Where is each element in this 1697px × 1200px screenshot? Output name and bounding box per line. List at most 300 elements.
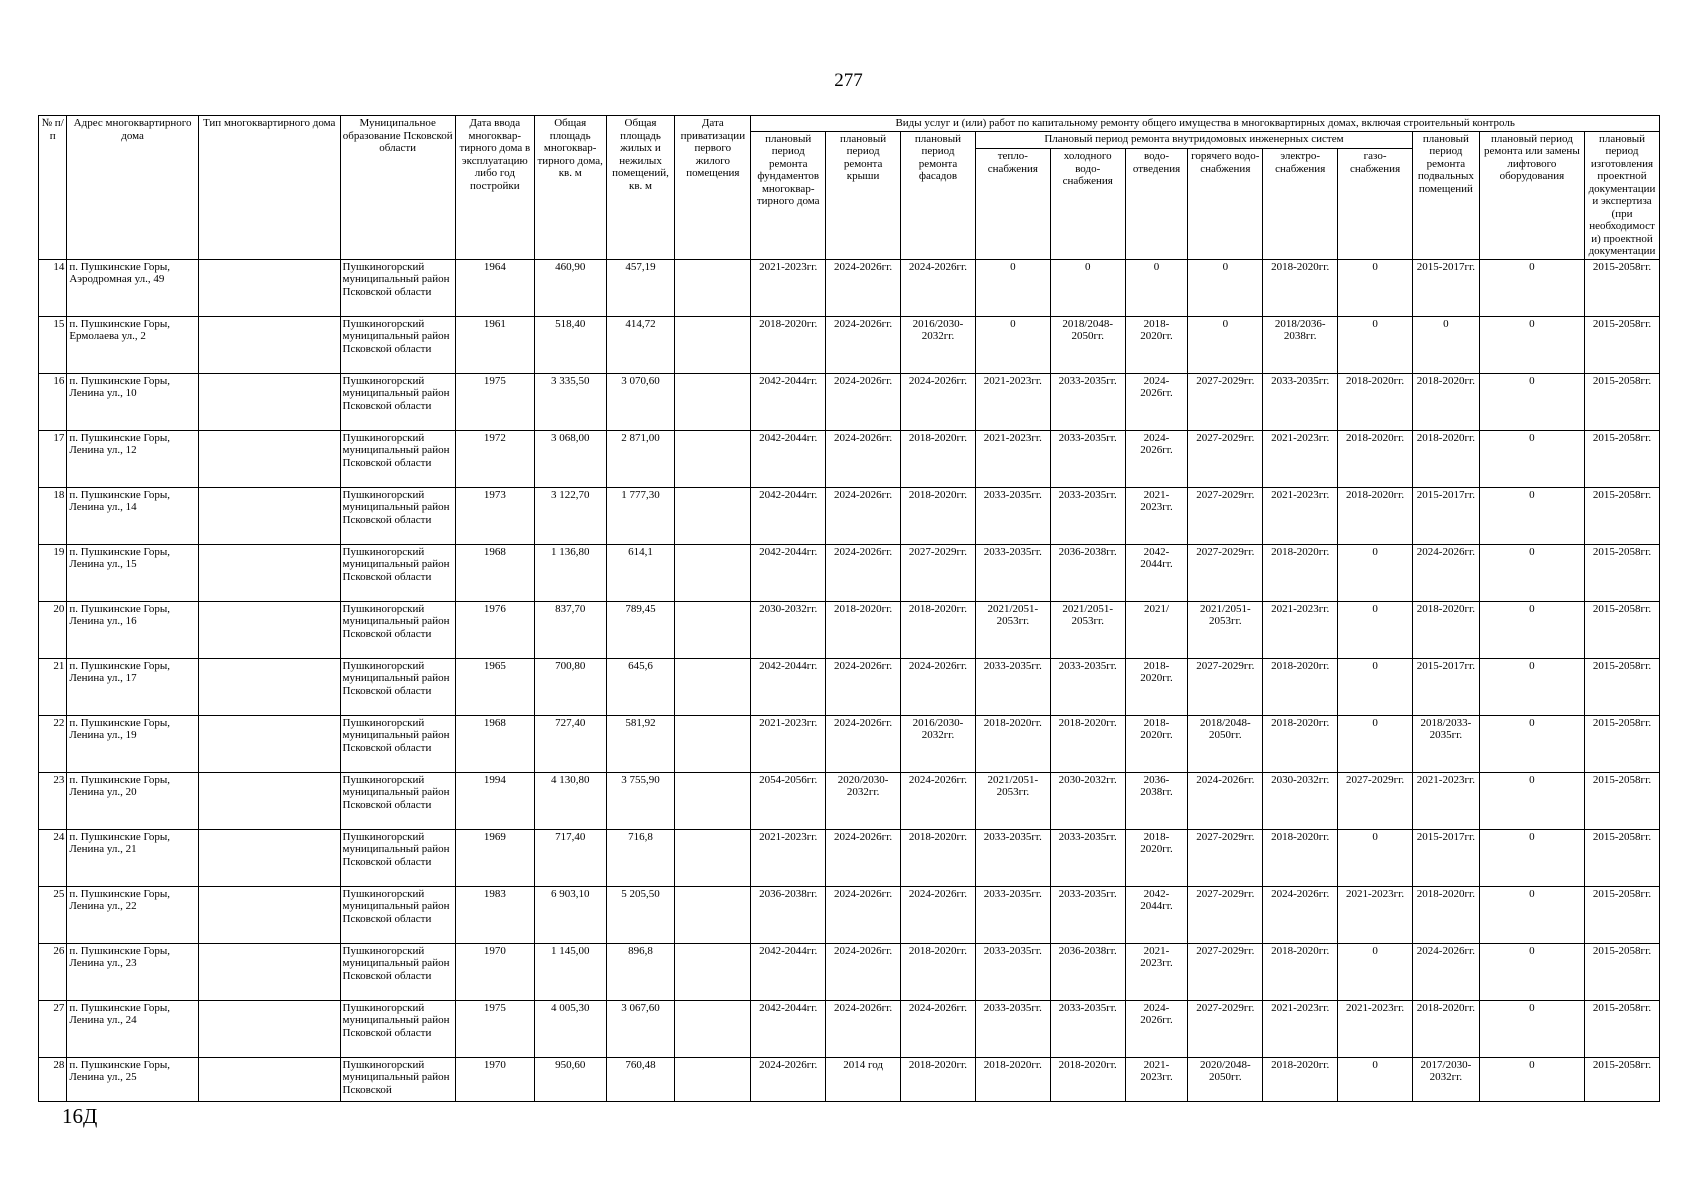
cell-facade: 2018-2020гг.	[901, 487, 976, 544]
cell-sewer: 2021-2023гг.	[1125, 1057, 1188, 1101]
cell-year: 1976	[455, 601, 534, 658]
cell-hot-water: 2027-2029гг.	[1188, 829, 1263, 886]
cell-hot-water: 2024-2026гг.	[1188, 772, 1263, 829]
cell-privatization	[675, 715, 751, 772]
cell-elevator: 0	[1479, 601, 1584, 658]
cell-type	[198, 373, 340, 430]
cell-elevator: 0	[1479, 943, 1584, 1000]
cell-gas: 2021-2023гг.	[1338, 886, 1413, 943]
cell-privatization	[675, 259, 751, 316]
cell-address: п. Пушкинские Горы, Ленина ул., 14	[67, 487, 199, 544]
cell-gas: 2027-2029гг.	[1338, 772, 1413, 829]
cell-num: 25	[39, 886, 67, 943]
cell-year: 1961	[455, 316, 534, 373]
cell-facade: 2018-2020гг.	[901, 1057, 976, 1101]
cell-address: п. Пушкинские Горы, Ленина ул., 10	[67, 373, 199, 430]
cell-design: 2015-2058гг.	[1585, 373, 1660, 430]
cell-type	[198, 658, 340, 715]
cell-municipality: Пушкиногорский муниципальный район Псковской области	[340, 430, 455, 487]
cell-elevator: 0	[1479, 886, 1584, 943]
cell-gas: 0	[1338, 601, 1413, 658]
cell-roof: 2014 год	[826, 1057, 901, 1101]
cell-electric: 2021-2023гг.	[1263, 601, 1338, 658]
cell-num: 24	[39, 829, 67, 886]
table-row	[39, 316, 1660, 373]
cell-heat: 0	[975, 259, 1050, 316]
cell-heat: 2021/2051-2053гг.	[975, 772, 1050, 829]
cell-privatization	[675, 1057, 751, 1101]
cell-cold-water: 2036-2038гг.	[1050, 544, 1125, 601]
cell-address: п. Пушкинские Горы, Ленина ул., 22	[67, 886, 199, 943]
cell-roof: 2024-2026гг.	[826, 544, 901, 601]
cell-basement: 2015-2017гг.	[1413, 658, 1480, 715]
cell-hot-water: 0	[1188, 316, 1263, 373]
cell-foundation: 2036-2038гг.	[751, 886, 826, 943]
cell-living-area: 1 777,30	[606, 487, 675, 544]
cell-cold-water: 2018-2020гг.	[1050, 1057, 1125, 1101]
cell-cold-water: 2030-2032гг.	[1050, 772, 1125, 829]
cell-type	[198, 829, 340, 886]
cell-year: 1970	[455, 1057, 534, 1101]
cell-year: 1975	[455, 373, 534, 430]
cell-design: 2015-2058гг.	[1585, 430, 1660, 487]
cell-type	[198, 487, 340, 544]
cell-num: 14	[39, 259, 67, 316]
table-row	[39, 943, 1660, 1000]
cell-gas: 0	[1338, 316, 1413, 373]
cell-privatization	[675, 658, 751, 715]
cell-type	[198, 601, 340, 658]
cell-cold-water: 2033-2035гг.	[1050, 658, 1125, 715]
cell-address: п. Пушкинские Горы, Ленина ул., 24	[67, 1000, 199, 1057]
table-row	[39, 373, 1660, 430]
cell-total-area: 950,60	[534, 1057, 606, 1101]
cell-num: 23	[39, 772, 67, 829]
cell-year: 1969	[455, 829, 534, 886]
header-basement: плановый период ремонта подвальных помещений	[1413, 131, 1480, 259]
cell-address: п. Пушкинские Горы, Ленина ул., 12	[67, 430, 199, 487]
cell-type	[198, 772, 340, 829]
cell-basement: 2017/2030-2032гг.	[1413, 1057, 1480, 1101]
header-foundation: плановый период ремонта фундаментов многоквар-тирного дома	[751, 131, 826, 259]
cell-type	[198, 886, 340, 943]
cell-foundation: 2021-2023гг.	[751, 829, 826, 886]
table-row	[39, 487, 1660, 544]
cell-hot-water: 2027-2029гг.	[1188, 430, 1263, 487]
cell-living-area: 414,72	[606, 316, 675, 373]
cell-sewer: 2024-2026гг.	[1125, 373, 1188, 430]
cell-elevator: 0	[1479, 1000, 1584, 1057]
cell-basement: 2018/2033-2035гг.	[1413, 715, 1480, 772]
cell-foundation: 2042-2044гг.	[751, 1000, 826, 1057]
cell-facade: 2016/2030-2032гг.	[901, 316, 976, 373]
cell-sewer: 2018-2020гг.	[1125, 658, 1188, 715]
cell-municipality: Пушкиногорский муниципальный район Псковской области	[340, 259, 455, 316]
header-gas: газо-снабжения	[1338, 149, 1413, 259]
cell-facade: 2016/2030-2032гг.	[901, 715, 976, 772]
cell-address: п. Пушкинские Горы, Ленина ул., 21	[67, 829, 199, 886]
cell-total-area: 3 122,70	[534, 487, 606, 544]
cell-municipality: Пушкиногорский муниципальный район Псковской области	[340, 943, 455, 1000]
header-elevator: плановый период ремонта или замены лифтового оборудования	[1479, 131, 1584, 259]
table-row	[39, 430, 1660, 487]
cell-municipality: Пушкиногорский муниципальный район Псковской области	[340, 373, 455, 430]
cell-privatization	[675, 316, 751, 373]
cell-elevator: 0	[1479, 829, 1584, 886]
header-works-group: Виды услуг и (или) работ по капитальному ремонту общего имущества в многоквартирных домах, включая строительный контроль	[751, 116, 1660, 132]
cell-electric: 2024-2026гг.	[1263, 886, 1338, 943]
cell-address: п. Пушкинские Горы, Ленина ул., 15	[67, 544, 199, 601]
cell-design: 2015-2058гг.	[1585, 943, 1660, 1000]
table-row	[39, 259, 1660, 316]
cell-privatization	[675, 943, 751, 1000]
cell-privatization	[675, 829, 751, 886]
cell-roof: 2024-2026гг.	[826, 886, 901, 943]
header-systems-group: Плановый период ремонта внутридомовых инженерных систем	[975, 131, 1412, 149]
cell-elevator: 0	[1479, 1057, 1584, 1101]
header-facade: плановый период ремонта фасадов	[901, 131, 976, 259]
cell-roof: 2024-2026гг.	[826, 316, 901, 373]
cell-basement: 2018-2020гг.	[1413, 886, 1480, 943]
cell-num: 17	[39, 430, 67, 487]
cell-municipality: Пушкиногорский муниципальный район Псковской области	[340, 316, 455, 373]
cell-cold-water: 2036-2038гг.	[1050, 943, 1125, 1000]
cell-total-area: 460,90	[534, 259, 606, 316]
cell-sewer: 2024-2026гг.	[1125, 1000, 1188, 1057]
cell-roof: 2024-2026гг.	[826, 373, 901, 430]
cell-design: 2015-2058гг.	[1585, 772, 1660, 829]
cell-foundation: 2021-2023гг.	[751, 259, 826, 316]
cell-cold-water: 2033-2035гг.	[1050, 430, 1125, 487]
cell-privatization	[675, 544, 751, 601]
cell-facade: 2018-2020гг.	[901, 943, 976, 1000]
cell-roof: 2024-2026гг.	[826, 259, 901, 316]
cell-total-area: 1 136,80	[534, 544, 606, 601]
footer-code: 16Д	[62, 1104, 98, 1128]
cell-facade: 2024-2026гг.	[901, 886, 976, 943]
cell-design: 2015-2058гг.	[1585, 544, 1660, 601]
cell-heat: 2033-2035гг.	[975, 886, 1050, 943]
cell-heat: 2021/2051-2053гг.	[975, 601, 1050, 658]
cell-roof: 2024-2026гг.	[826, 487, 901, 544]
cell-gas: 2021-2023гг.	[1338, 1000, 1413, 1057]
cell-hot-water: 2027-2029гг.	[1188, 886, 1263, 943]
cell-sewer: 2018-2020гг.	[1125, 715, 1188, 772]
cell-sewer: 2024-2026гг.	[1125, 430, 1188, 487]
cell-num: 22	[39, 715, 67, 772]
cell-living-area: 716,8	[606, 829, 675, 886]
cell-gas: 0	[1338, 544, 1413, 601]
cell-year: 1965	[455, 658, 534, 715]
cell-living-area: 3 067,60	[606, 1000, 675, 1057]
cell-municipality: Пушкиногорский муниципальный район Псковской области	[340, 715, 455, 772]
table-body	[39, 259, 1660, 1101]
header-sewer: водо-отведения	[1125, 149, 1188, 259]
cell-num: 16	[39, 373, 67, 430]
cell-total-area: 518,40	[534, 316, 606, 373]
cell-living-area: 3 070,60	[606, 373, 675, 430]
cell-living-area: 5 205,50	[606, 886, 675, 943]
cell-electric: 2021-2023гг.	[1263, 430, 1338, 487]
cell-foundation: 2042-2044гг.	[751, 487, 826, 544]
cell-living-area: 614,1	[606, 544, 675, 601]
cell-year: 1968	[455, 544, 534, 601]
page-number: 277	[834, 70, 863, 91]
cell-electric: 2018-2020гг.	[1263, 259, 1338, 316]
cell-year: 1972	[455, 430, 534, 487]
cell-design: 2015-2058гг.	[1585, 715, 1660, 772]
cell-heat: 2033-2035гг.	[975, 658, 1050, 715]
cell-address: п. Пушкинские Горы, Аэродромная ул., 49	[67, 259, 199, 316]
cell-foundation: 2021-2023гг.	[751, 715, 826, 772]
cell-basement: 2015-2017гг.	[1413, 487, 1480, 544]
header-electric: электро-снабжения	[1263, 149, 1338, 259]
cell-total-area: 4 005,30	[534, 1000, 606, 1057]
cell-roof: 2018-2020гг.	[826, 601, 901, 658]
cell-total-area: 4 130,80	[534, 772, 606, 829]
header-living-area: Общая площадь жилых и нежилых помещений, кв. м	[606, 116, 675, 260]
cell-heat: 2021-2023гг.	[975, 373, 1050, 430]
cell-electric: 2018-2020гг.	[1263, 544, 1338, 601]
cell-hot-water: 2021/2051-2053гг.	[1188, 601, 1263, 658]
header-privatization-date: Дата приватизации первого жилого помещения	[675, 116, 751, 260]
cell-elevator: 0	[1479, 544, 1584, 601]
table-row	[39, 544, 1660, 601]
cell-cold-water: 2033-2035гг.	[1050, 886, 1125, 943]
cell-gas: 0	[1338, 943, 1413, 1000]
cell-facade: 2024-2026гг.	[901, 259, 976, 316]
cell-hot-water: 2027-2029гг.	[1188, 658, 1263, 715]
header-municipality: Муниципальное образование Псковской области	[340, 116, 455, 260]
cell-gas: 2018-2020гг.	[1338, 487, 1413, 544]
cell-num: 21	[39, 658, 67, 715]
cell-year: 1983	[455, 886, 534, 943]
header-address: Адрес многоквартирного дома	[67, 116, 199, 260]
cell-heat: 2018-2020гг.	[975, 1057, 1050, 1101]
cell-hot-water: 0	[1188, 259, 1263, 316]
cell-elevator: 0	[1479, 316, 1584, 373]
cell-foundation: 2054-2056гг.	[751, 772, 826, 829]
cell-basement: 2018-2020гг.	[1413, 430, 1480, 487]
cell-cold-water: 2033-2035гг.	[1050, 373, 1125, 430]
cell-design: 2015-2058гг.	[1585, 886, 1660, 943]
cell-total-area: 6 903,10	[534, 886, 606, 943]
cell-roof: 2024-2026гг.	[826, 715, 901, 772]
cell-foundation: 2042-2044гг.	[751, 943, 826, 1000]
cell-basement: 2015-2017гг.	[1413, 829, 1480, 886]
cell-year: 1975	[455, 1000, 534, 1057]
table-row	[39, 1000, 1660, 1057]
cell-num: 15	[39, 316, 67, 373]
cell-facade: 2018-2020гг.	[901, 829, 976, 886]
cell-type	[198, 1057, 340, 1101]
cell-foundation: 2042-2044гг.	[751, 373, 826, 430]
cell-elevator: 0	[1479, 259, 1584, 316]
cell-gas: 0	[1338, 259, 1413, 316]
cell-design: 2015-2058гг.	[1585, 1057, 1660, 1101]
cell-num: 19	[39, 544, 67, 601]
cell-hot-water: 2027-2029гг.	[1188, 487, 1263, 544]
cell-design: 2015-2058гг.	[1585, 1000, 1660, 1057]
cell-municipality: Пушкиногорский муниципальный район Псковской области	[340, 829, 455, 886]
cell-year: 1994	[455, 772, 534, 829]
cell-sewer: 2042-2044гг.	[1125, 886, 1188, 943]
cell-facade: 2027-2029гг.	[901, 544, 976, 601]
cell-living-area: 760,48	[606, 1057, 675, 1101]
cell-electric: 2018-2020гг.	[1263, 1057, 1338, 1101]
table-row	[39, 772, 1660, 829]
cell-total-area: 837,70	[534, 601, 606, 658]
cell-municipality: Пушкиногорский муниципальный район Псковской области	[340, 601, 455, 658]
cell-hot-water: 2027-2029гг.	[1188, 943, 1263, 1000]
cell-num: 27	[39, 1000, 67, 1057]
table-row	[39, 1057, 1660, 1101]
table-row	[39, 886, 1660, 943]
cell-municipality: Пушкиногорский муниципальный район Псковской области	[340, 544, 455, 601]
cell-address: п. Пушкинские Горы, Ленина ул., 17	[67, 658, 199, 715]
cell-electric: 2018-2020гг.	[1263, 658, 1338, 715]
cell-elevator: 0	[1479, 487, 1584, 544]
cell-hot-water: 2027-2029гг.	[1188, 544, 1263, 601]
cell-electric: 2018-2020гг.	[1263, 829, 1338, 886]
cell-facade: 2024-2026гг.	[901, 658, 976, 715]
cell-municipality: Пушкиногорский муниципальный район Псковской области	[340, 487, 455, 544]
cell-total-area: 727,40	[534, 715, 606, 772]
cell-cold-water: 2033-2035гг.	[1050, 1000, 1125, 1057]
header-num: № п/п	[39, 116, 67, 260]
cell-heat: 2033-2035гг.	[975, 487, 1050, 544]
cell-foundation: 2042-2044гг.	[751, 544, 826, 601]
cell-num: 26	[39, 943, 67, 1000]
cell-municipality: Пушкиногорский муниципальный район Псковской области	[340, 658, 455, 715]
cell-year: 1973	[455, 487, 534, 544]
cell-gas: 2018-2020гг.	[1338, 373, 1413, 430]
cell-foundation: 2018-2020гг.	[751, 316, 826, 373]
header-design-docs: плановый период изготовления проектной документации и экспертиза (при необходимости) проектной документации	[1585, 131, 1660, 259]
cell-address: п. Пушкинские Горы, Ермолаева ул., 2	[67, 316, 199, 373]
cell-heat: 2033-2035гг.	[975, 829, 1050, 886]
cell-basement: 2024-2026гг.	[1413, 943, 1480, 1000]
cell-living-area: 789,45	[606, 601, 675, 658]
cell-cold-water: 2033-2035гг.	[1050, 487, 1125, 544]
cell-sewer: 2021-2023гг.	[1125, 487, 1188, 544]
cell-facade: 2024-2026гг.	[901, 1000, 976, 1057]
cell-total-area: 700,80	[534, 658, 606, 715]
cell-num: 28	[39, 1057, 67, 1101]
table-row	[39, 715, 1660, 772]
cell-year: 1968	[455, 715, 534, 772]
cell-heat: 2033-2035гг.	[975, 943, 1050, 1000]
header-commission-date: Дата ввода многоквар-тирного дома в эксплуатацию либо год постройки	[455, 116, 534, 260]
cell-foundation: 2042-2044гг.	[751, 430, 826, 487]
cell-cold-water: 2021/2051-2053гг.	[1050, 601, 1125, 658]
cell-municipality: Пушкиногорский муниципальный район Псковской	[340, 1057, 455, 1101]
cell-facade: 2018-2020гг.	[901, 430, 976, 487]
cell-sewer: 2021-2023гг.	[1125, 943, 1188, 1000]
cell-privatization	[675, 886, 751, 943]
cell-type	[198, 544, 340, 601]
cell-municipality: Пушкиногорский муниципальный район Псковской области	[340, 772, 455, 829]
cell-type	[198, 1000, 340, 1057]
cell-living-area: 457,19	[606, 259, 675, 316]
cell-gas: 0	[1338, 829, 1413, 886]
cell-living-area: 581,92	[606, 715, 675, 772]
cell-design: 2015-2058гг.	[1585, 601, 1660, 658]
cell-gas: 0	[1338, 715, 1413, 772]
cell-heat: 2033-2035гг.	[975, 1000, 1050, 1057]
cell-elevator: 0	[1479, 658, 1584, 715]
cell-roof: 2020/2030-2032гг.	[826, 772, 901, 829]
cell-roof: 2024-2026гг.	[826, 430, 901, 487]
cell-gas: 0	[1338, 658, 1413, 715]
cell-privatization	[675, 601, 751, 658]
cell-address: п. Пушкинские Горы, Ленина ул., 25	[67, 1057, 199, 1101]
cell-year: 1970	[455, 943, 534, 1000]
cell-elevator: 0	[1479, 715, 1584, 772]
table-row	[39, 658, 1660, 715]
cell-cold-water: 2018/2048-2050гг.	[1050, 316, 1125, 373]
cell-facade: 2024-2026гг.	[901, 373, 976, 430]
cell-living-area: 896,8	[606, 943, 675, 1000]
cell-heat: 2033-2035гг.	[975, 544, 1050, 601]
cell-foundation: 2030-2032гг.	[751, 601, 826, 658]
cell-elevator: 0	[1479, 772, 1584, 829]
cell-electric: 2018-2020гг.	[1263, 943, 1338, 1000]
cell-roof: 2024-2026гг.	[826, 829, 901, 886]
cell-municipality: Пушкиногорский муниципальный район Псковской области	[340, 886, 455, 943]
cell-hot-water: 2020/2048-2050гг.	[1188, 1057, 1263, 1101]
cell-type	[198, 430, 340, 487]
cell-electric: 2018/2036-2038гг.	[1263, 316, 1338, 373]
cell-heat: 2018-2020гг.	[975, 715, 1050, 772]
cell-address: п. Пушкинские Горы, Ленина ул., 16	[67, 601, 199, 658]
header-hot-water: горячего водо-снабжения	[1188, 149, 1263, 259]
cell-basement: 0	[1413, 316, 1480, 373]
cell-address: п. Пушкинские Горы, Ленина ул., 20	[67, 772, 199, 829]
cell-design: 2015-2058гг.	[1585, 658, 1660, 715]
cell-gas: 0	[1338, 1057, 1413, 1101]
cell-sewer: 2021/	[1125, 601, 1188, 658]
cell-privatization	[675, 772, 751, 829]
cell-basement: 2015-2017гг.	[1413, 259, 1480, 316]
cell-address: п. Пушкинские Горы, Ленина ул., 23	[67, 943, 199, 1000]
cell-hot-water: 2018/2048-2050гг.	[1188, 715, 1263, 772]
cell-cold-water: 2033-2035гг.	[1050, 829, 1125, 886]
cell-living-area: 2 871,00	[606, 430, 675, 487]
cell-total-area: 3 335,50	[534, 373, 606, 430]
header-total-area: Общая площадь многоквар-тирного дома, кв. м	[534, 116, 606, 260]
capital-repair-table	[38, 115, 1660, 1102]
cell-privatization	[675, 373, 751, 430]
table-row	[39, 601, 1660, 658]
cell-living-area: 3 755,90	[606, 772, 675, 829]
cell-type	[198, 259, 340, 316]
cell-privatization	[675, 430, 751, 487]
cell-type	[198, 715, 340, 772]
cell-type	[198, 943, 340, 1000]
header-type: Тип многоквартирного дома	[198, 116, 340, 260]
cell-elevator: 0	[1479, 430, 1584, 487]
cell-cold-water: 2018-2020гг.	[1050, 715, 1125, 772]
cell-municipality: Пушкиногорский муниципальный район Псковской области	[340, 1000, 455, 1057]
header-heat: тепло-снабжения	[975, 149, 1050, 259]
cell-sewer: 2042-2044гг.	[1125, 544, 1188, 601]
cell-heat: 2021-2023гг.	[975, 430, 1050, 487]
cell-basement: 2018-2020гг.	[1413, 1000, 1480, 1057]
cell-design: 2015-2058гг.	[1585, 259, 1660, 316]
cell-electric: 2021-2023гг.	[1263, 1000, 1338, 1057]
cell-num: 18	[39, 487, 67, 544]
